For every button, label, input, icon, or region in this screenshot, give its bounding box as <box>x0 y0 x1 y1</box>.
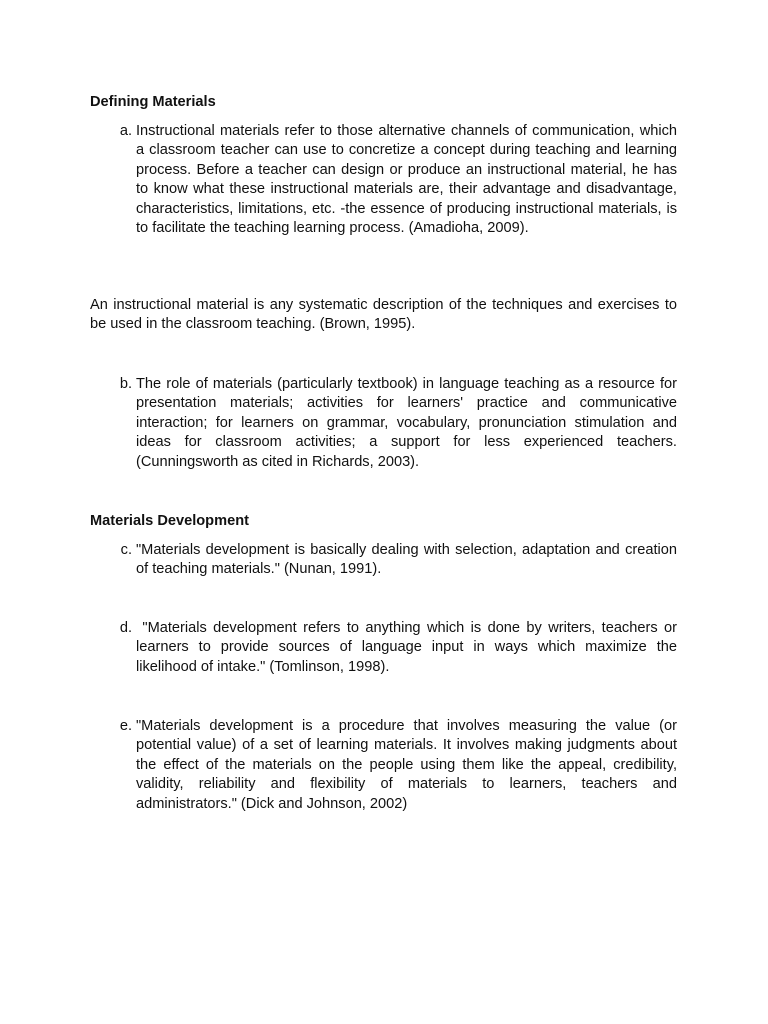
list-item-c <box>110 541 677 580</box>
list-item-a <box>110 122 677 238</box>
list-item-e <box>110 717 677 814</box>
list-marker: a. <box>119 123 132 139</box>
list-marker: d. <box>119 620 132 636</box>
paragraph-brown: An instructional material is any systematic description of the techniques and exercises to be used in the classroom teaching. (Brown, 1995). <box>90 297 677 333</box>
list-item-text: The role of materials (particularly textbook) in language teaching as a resource for presentation materials; activities for learners' practice and communicative interaction; for learners on grammar, vocabulary, pronunciation stimulation and ideas for classroom activities; a support for less experienced teachers. (Cunningsworth as cited in Richards, 2003). <box>136 376 677 470</box>
list-marker: e. <box>119 718 132 734</box>
list-item-text: Instructional materials refer to those alternative channels of communication, which a classroom teacher can use to concretize a concept during teaching and learning process. Before a teacher can design or produce an instructional material, he has to know what these instructional materials are, their advantage and disadvantage, characteristics, limitations, etc. -the essence of producing instructional materials, is to facilitate the teaching learning process. (Amadioha, 2009). <box>136 123 677 237</box>
list-item-d <box>110 619 682 677</box>
list-marker: c. <box>120 542 132 558</box>
list-marker: b. <box>119 376 132 392</box>
list-item-text: "Materials development is basically dealing with selection, adaptation and creation of teaching materials." (Nunan, 1991). <box>136 542 677 578</box>
list-item-text: "Materials development is a procedure that involves measuring the value (or potential value) of a set of learning materials. It involves making judgments about the effect of the materials on the people using them like the appeal, credibility, validity, reliability and flexibility of materials to learners, teachers and administrators." (Dick and Johnson, 2002) <box>136 718 677 812</box>
section-heading-materials-development: Materials Development <box>90 513 249 529</box>
section-heading-defining-materials: Defining Materials <box>90 94 216 110</box>
list-item-b <box>110 375 677 472</box>
list-item-text: "Materials development refers to anything which is done by writers, teachers or learners to provide sources of language input in ways which maximize the likelihood of intake." (Tomlinson, 1998). <box>136 620 682 675</box>
